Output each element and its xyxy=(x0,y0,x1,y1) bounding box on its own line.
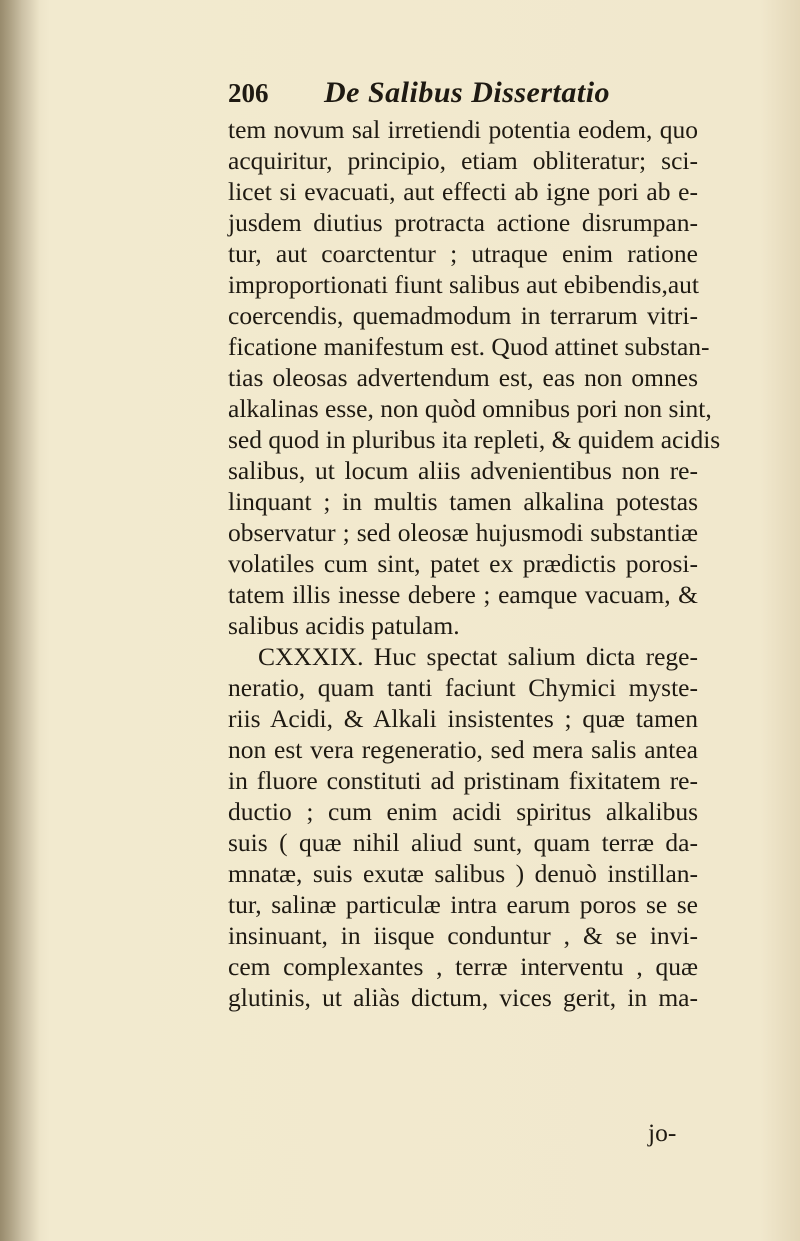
text-line: riis Acidi, & Alkali insistentes ; quæ tamen xyxy=(228,704,698,733)
text-line: volatiles cum sint, patet ex prædictis porosi- xyxy=(228,549,698,578)
text-line: tur, salinæ particulæ intra earum poros se se xyxy=(228,890,698,919)
text-line: salibus acidis patulam. xyxy=(228,611,460,640)
text-line: neratio, quam tanti faciunt Chymici myste- xyxy=(228,673,698,702)
text-line: tem novum sal irretiendi potentia eodem, quo xyxy=(228,115,698,144)
text-line: glutinis, ut aliàs dictum, vices gerit, in ma- xyxy=(228,983,698,1012)
page-header xyxy=(228,78,698,114)
text-line: ficatione manifestum est. Quod attinet substan- xyxy=(228,332,710,361)
text-line: alkalinas esse, non quòd omnibus pori non sint, xyxy=(228,394,712,423)
gutter-shadow xyxy=(0,0,40,1241)
text-line: CXXXIX. Huc spectat salium dicta rege- xyxy=(258,642,698,671)
text-line: mnatæ, suis exutæ salibus ) denuò instillan- xyxy=(228,859,698,888)
text-line: salibus, ut locum aliis advenientibus non re- xyxy=(228,456,698,485)
text-line: jusdem diutius protracta actione disrumpan- xyxy=(228,208,698,237)
text-line: acquiritur, principio, etiam obliteratur; sci- xyxy=(228,146,698,175)
text-line: improportionati fiunt salibus aut ebibendis,aut xyxy=(228,270,699,299)
text-line: insinuant, in iisque conduntur , & se invi- xyxy=(228,921,698,950)
text-line: tias oleosas advertendum est, eas non omnes xyxy=(228,363,698,392)
text-line: suis ( quæ nihil aliud sunt, quam terræ da- xyxy=(228,828,698,857)
text-line: cem complexantes , terræ interventu , quæ xyxy=(228,952,698,981)
text-line: observatur ; sed oleosæ hujusmodi substantiæ xyxy=(228,518,698,547)
running-title: De Salibus Dissertatio xyxy=(324,76,611,109)
catchword: jo- xyxy=(648,1118,677,1147)
text-line: coercendis, quemadmodum in terrarum vitri- xyxy=(228,301,698,330)
body-text xyxy=(228,114,721,1013)
page-number: 206 xyxy=(228,78,269,108)
text-line: tur, aut coarctentur ; utraque enim ratione xyxy=(228,239,698,268)
text-line: linquant ; in multis tamen alkalina potestas xyxy=(228,487,698,516)
text-line: non est vera regeneratio, sed mera salis antea xyxy=(228,735,698,764)
text-line: in fluore constituti ad pristinam fixitatem re- xyxy=(228,766,698,795)
text-line: licet si evacuati, aut effecti ab igne pori ab e- xyxy=(228,177,698,206)
text-line: sed quod in pluribus ita repleti, & quidem acidis xyxy=(228,425,721,454)
text-line: tatem illis inesse debere ; eamque vacuam, & xyxy=(228,580,698,609)
text-line: ductio ; cum enim acidi spiritus alkalibus xyxy=(228,797,698,826)
